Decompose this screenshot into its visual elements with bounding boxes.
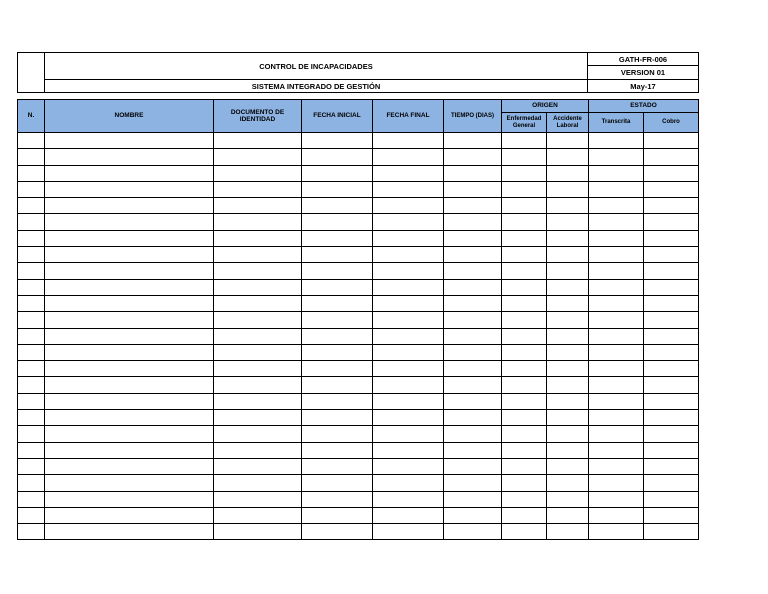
cell-enfermedad-general[interactable] <box>502 344 547 360</box>
cell-cobro[interactable] <box>644 344 699 360</box>
col-header-documento: DOCUMENTO DE IDENTIDAD <box>214 100 302 133</box>
cell-documento[interactable] <box>214 279 302 295</box>
cell-accidente-laboral[interactable] <box>547 507 589 523</box>
cell-fecha-inicial[interactable] <box>302 524 373 540</box>
cell-accidente-laboral[interactable] <box>547 458 589 474</box>
table-row <box>18 198 699 214</box>
cell-accidente-laboral[interactable] <box>547 279 589 295</box>
cell-nombre[interactable] <box>45 279 214 295</box>
cell-fecha-final[interactable] <box>373 181 444 197</box>
table-row <box>18 491 699 507</box>
cell-transcrita[interactable] <box>589 475 644 491</box>
cell-fecha-inicial[interactable] <box>302 442 373 458</box>
cell-enfermedad-general[interactable] <box>502 458 547 474</box>
table-row <box>18 475 699 491</box>
table-row <box>18 279 699 295</box>
col-header-n: N. <box>18 100 45 133</box>
cell-nombre[interactable] <box>45 377 214 393</box>
incapacidades-table <box>17 99 699 540</box>
cell-fecha-inicial[interactable] <box>302 214 373 230</box>
cell-cobro[interactable] <box>644 312 699 328</box>
cell-enfermedad-general[interactable] <box>502 442 547 458</box>
cell-tiempo[interactable] <box>444 475 502 491</box>
table-row <box>18 377 699 393</box>
cell-tiempo[interactable] <box>444 344 502 360</box>
cell-fecha-final[interactable] <box>373 475 444 491</box>
cell-transcrita[interactable] <box>589 214 644 230</box>
cell-cobro[interactable] <box>644 263 699 279</box>
cell-cobro[interactable] <box>644 181 699 197</box>
table-row <box>18 181 699 197</box>
cell-n[interactable] <box>18 410 45 426</box>
cell-cobro[interactable] <box>644 230 699 246</box>
cell-accidente-laboral[interactable] <box>547 491 589 507</box>
cell-fecha-inicial[interactable] <box>302 312 373 328</box>
cell-fecha-final[interactable] <box>373 442 444 458</box>
col-header-tiempo: TIEMPO (DIAS) <box>444 100 502 133</box>
cell-tiempo[interactable] <box>444 230 502 246</box>
cell-enfermedad-general[interactable] <box>502 263 547 279</box>
cell-fecha-inicial[interactable] <box>302 230 373 246</box>
cell-enfermedad-general[interactable] <box>502 247 547 263</box>
cell-nombre[interactable] <box>45 491 214 507</box>
cell-transcrita[interactable] <box>589 263 644 279</box>
cell-tiempo[interactable] <box>444 312 502 328</box>
cell-transcrita[interactable] <box>589 149 644 165</box>
cell-documento[interactable] <box>214 393 302 409</box>
cell-nombre[interactable] <box>45 263 214 279</box>
cell-accidente-laboral[interactable] <box>547 295 589 311</box>
cell-fecha-inicial[interactable] <box>302 247 373 263</box>
cell-documento[interactable] <box>214 247 302 263</box>
form-code: GATH-FR-006 <box>588 53 699 66</box>
cell-tiempo[interactable] <box>444 214 502 230</box>
cell-enfermedad-general[interactable] <box>502 230 547 246</box>
cell-nombre[interactable] <box>45 507 214 523</box>
col-header-estado: ESTADO <box>589 100 699 113</box>
cell-transcrita[interactable] <box>589 426 644 442</box>
cell-cobro[interactable] <box>644 507 699 523</box>
cell-enfermedad-general[interactable] <box>502 165 547 181</box>
cell-tiempo[interactable] <box>444 458 502 474</box>
cell-documento[interactable] <box>214 312 302 328</box>
cell-transcrita[interactable] <box>589 491 644 507</box>
table-row <box>18 214 699 230</box>
cell-tiempo[interactable] <box>444 524 502 540</box>
cell-fecha-inicial[interactable] <box>302 393 373 409</box>
cell-enfermedad-general[interactable] <box>502 491 547 507</box>
cell-tiempo[interactable] <box>444 247 502 263</box>
cell-transcrita[interactable] <box>589 198 644 214</box>
table-row <box>18 393 699 409</box>
cell-fecha-inicial[interactable] <box>302 165 373 181</box>
cell-accidente-laboral[interactable] <box>547 263 589 279</box>
cell-tiempo[interactable] <box>444 328 502 344</box>
system-name: SISTEMA INTEGRADO DE GESTIÓN <box>45 80 588 93</box>
form-title: CONTROL DE INCAPACIDADES <box>45 53 588 80</box>
cell-transcrita[interactable] <box>589 295 644 311</box>
cell-nombre[interactable] <box>45 393 214 409</box>
cell-accidente-laboral[interactable] <box>547 344 589 360</box>
cell-fecha-inicial[interactable] <box>302 344 373 360</box>
col-header-accidente-laboral: Accidente Laboral <box>547 113 589 133</box>
cell-accidente-laboral[interactable] <box>547 312 589 328</box>
cell-nombre[interactable] <box>45 181 214 197</box>
cell-fecha-final[interactable] <box>373 214 444 230</box>
cell-enfermedad-general[interactable] <box>502 410 547 426</box>
cell-fecha-final[interactable] <box>373 344 444 360</box>
cell-n[interactable] <box>18 214 45 230</box>
logo-cell <box>18 53 45 93</box>
cell-tiempo[interactable] <box>444 149 502 165</box>
cell-transcrita[interactable] <box>589 377 644 393</box>
form-date: May-17 <box>588 80 699 93</box>
cell-fecha-final[interactable] <box>373 279 444 295</box>
cell-fecha-final[interactable] <box>373 507 444 523</box>
cell-cobro[interactable] <box>644 426 699 442</box>
cell-tiempo[interactable] <box>444 377 502 393</box>
cell-fecha-final[interactable] <box>373 458 444 474</box>
col-header-fecha-inicial: FECHA INICIAL <box>302 100 373 133</box>
cell-enfermedad-general[interactable] <box>502 507 547 523</box>
cell-nombre[interactable] <box>45 361 214 377</box>
cell-n[interactable] <box>18 458 45 474</box>
cell-fecha-inicial[interactable] <box>302 361 373 377</box>
cell-enfermedad-general[interactable] <box>502 198 547 214</box>
cell-fecha-inicial[interactable] <box>302 507 373 523</box>
table-row <box>18 230 699 246</box>
cell-fecha-final[interactable] <box>373 328 444 344</box>
cell-nombre[interactable] <box>45 312 214 328</box>
cell-fecha-inicial[interactable] <box>302 328 373 344</box>
cell-enfermedad-general[interactable] <box>502 361 547 377</box>
cell-enfermedad-general[interactable] <box>502 393 547 409</box>
cell-fecha-final[interactable] <box>373 361 444 377</box>
cell-nombre[interactable] <box>45 133 214 149</box>
cell-transcrita[interactable] <box>589 230 644 246</box>
cell-n[interactable] <box>18 165 45 181</box>
cell-enfermedad-general[interactable] <box>502 181 547 197</box>
cell-enfermedad-general[interactable] <box>502 133 547 149</box>
cell-documento[interactable] <box>214 524 302 540</box>
cell-fecha-final[interactable] <box>373 263 444 279</box>
cell-nombre[interactable] <box>45 247 214 263</box>
cell-n[interactable] <box>18 198 45 214</box>
cell-accidente-laboral[interactable] <box>547 410 589 426</box>
cell-n[interactable] <box>18 377 45 393</box>
cell-nombre[interactable] <box>45 344 214 360</box>
cell-documento[interactable] <box>214 475 302 491</box>
cell-tiempo[interactable] <box>444 393 502 409</box>
cell-n[interactable] <box>18 328 45 344</box>
cell-nombre[interactable] <box>45 165 214 181</box>
cell-accidente-laboral[interactable] <box>547 524 589 540</box>
cell-nombre[interactable] <box>45 442 214 458</box>
cell-n[interactable] <box>18 263 45 279</box>
cell-enfermedad-general[interactable] <box>502 149 547 165</box>
cell-fecha-inicial[interactable] <box>302 491 373 507</box>
table-row <box>18 410 699 426</box>
cell-fecha-final[interactable] <box>373 295 444 311</box>
cell-accidente-laboral[interactable] <box>547 181 589 197</box>
cell-accidente-laboral[interactable] <box>547 133 589 149</box>
cell-n[interactable] <box>18 181 45 197</box>
cell-fecha-inicial[interactable] <box>302 426 373 442</box>
cell-transcrita[interactable] <box>589 344 644 360</box>
cell-nombre[interactable] <box>45 475 214 491</box>
cell-n[interactable] <box>18 442 45 458</box>
cell-cobro[interactable] <box>644 149 699 165</box>
cell-transcrita[interactable] <box>589 312 644 328</box>
cell-documento[interactable] <box>214 361 302 377</box>
table-row <box>18 295 699 311</box>
cell-nombre[interactable] <box>45 410 214 426</box>
cell-nombre[interactable] <box>45 214 214 230</box>
cell-enfermedad-general[interactable] <box>502 312 547 328</box>
cell-documento[interactable] <box>214 181 302 197</box>
cell-cobro[interactable] <box>644 393 699 409</box>
col-header-origen: ORIGEN <box>502 100 589 113</box>
cell-fecha-inicial[interactable] <box>302 149 373 165</box>
col-header-cobro: Cobro <box>644 113 699 133</box>
cell-fecha-final[interactable] <box>373 491 444 507</box>
cell-tiempo[interactable] <box>444 295 502 311</box>
cell-nombre[interactable] <box>45 426 214 442</box>
cell-cobro[interactable] <box>644 442 699 458</box>
cell-cobro[interactable] <box>644 214 699 230</box>
cell-fecha-final[interactable] <box>373 524 444 540</box>
cell-documento[interactable] <box>214 507 302 523</box>
cell-tiempo[interactable] <box>444 181 502 197</box>
table-row <box>18 247 699 263</box>
cell-transcrita[interactable] <box>589 507 644 523</box>
cell-n[interactable] <box>18 361 45 377</box>
cell-documento[interactable] <box>214 295 302 311</box>
cell-n[interactable] <box>18 344 45 360</box>
cell-transcrita[interactable] <box>589 165 644 181</box>
cell-cobro[interactable] <box>644 475 699 491</box>
cell-n[interactable] <box>18 133 45 149</box>
cell-tiempo[interactable] <box>444 507 502 523</box>
cell-fecha-final[interactable] <box>373 426 444 442</box>
cell-tiempo[interactable] <box>444 133 502 149</box>
cell-documento[interactable] <box>214 442 302 458</box>
cell-n[interactable] <box>18 295 45 311</box>
col-header-transcrita: Transcrita <box>589 113 644 133</box>
cell-cobro[interactable] <box>644 524 699 540</box>
cell-fecha-inicial[interactable] <box>302 181 373 197</box>
cell-tiempo[interactable] <box>444 279 502 295</box>
cell-n[interactable] <box>18 507 45 523</box>
cell-fecha-final[interactable] <box>373 377 444 393</box>
table-row <box>18 263 699 279</box>
cell-accidente-laboral[interactable] <box>547 361 589 377</box>
cell-cobro[interactable] <box>644 491 699 507</box>
cell-cobro[interactable] <box>644 328 699 344</box>
cell-n[interactable] <box>18 279 45 295</box>
cell-fecha-final[interactable] <box>373 133 444 149</box>
cell-enfermedad-general[interactable] <box>502 279 547 295</box>
cell-documento[interactable] <box>214 458 302 474</box>
cell-fecha-inicial[interactable] <box>302 295 373 311</box>
cell-fecha-inicial[interactable] <box>302 263 373 279</box>
cell-cobro[interactable] <box>644 247 699 263</box>
cell-accidente-laboral[interactable] <box>547 426 589 442</box>
cell-n[interactable] <box>18 393 45 409</box>
cell-accidente-laboral[interactable] <box>547 393 589 409</box>
cell-fecha-final[interactable] <box>373 247 444 263</box>
cell-documento[interactable] <box>214 230 302 246</box>
cell-enfermedad-general[interactable] <box>502 475 547 491</box>
cell-documento[interactable] <box>214 263 302 279</box>
table-row <box>18 507 699 523</box>
table-row <box>18 165 699 181</box>
cell-fecha-final[interactable] <box>373 165 444 181</box>
cell-n[interactable] <box>18 247 45 263</box>
cell-cobro[interactable] <box>644 410 699 426</box>
cell-cobro[interactable] <box>644 361 699 377</box>
cell-transcrita[interactable] <box>589 442 644 458</box>
cell-fecha-inicial[interactable] <box>302 133 373 149</box>
cell-enfermedad-general[interactable] <box>502 328 547 344</box>
cell-fecha-final[interactable] <box>373 230 444 246</box>
cell-accidente-laboral[interactable] <box>547 165 589 181</box>
cell-nombre[interactable] <box>45 149 214 165</box>
cell-documento[interactable] <box>214 214 302 230</box>
cell-tiempo[interactable] <box>444 442 502 458</box>
cell-n[interactable] <box>18 230 45 246</box>
cell-tiempo[interactable] <box>444 165 502 181</box>
cell-documento[interactable] <box>214 133 302 149</box>
cell-nombre[interactable] <box>45 198 214 214</box>
cell-nombre[interactable] <box>45 458 214 474</box>
cell-transcrita[interactable] <box>589 393 644 409</box>
cell-fecha-inicial[interactable] <box>302 475 373 491</box>
table-row <box>18 361 699 377</box>
cell-enfermedad-general[interactable] <box>502 214 547 230</box>
cell-fecha-inicial[interactable] <box>302 198 373 214</box>
cell-accidente-laboral[interactable] <box>547 247 589 263</box>
cell-accidente-laboral[interactable] <box>547 328 589 344</box>
table-row <box>18 458 699 474</box>
table-body <box>18 133 699 540</box>
cell-enfermedad-general[interactable] <box>502 377 547 393</box>
cell-cobro[interactable] <box>644 377 699 393</box>
cell-documento[interactable] <box>214 165 302 181</box>
col-header-fecha-final: FECHA FINAL <box>373 100 444 133</box>
cell-fecha-inicial[interactable] <box>302 377 373 393</box>
cell-n[interactable] <box>18 475 45 491</box>
table-row <box>18 524 699 540</box>
cell-fecha-final[interactable] <box>373 198 444 214</box>
cell-tiempo[interactable] <box>444 361 502 377</box>
cell-documento[interactable] <box>214 149 302 165</box>
cell-nombre[interactable] <box>45 295 214 311</box>
cell-transcrita[interactable] <box>589 458 644 474</box>
cell-cobro[interactable] <box>644 165 699 181</box>
cell-enfermedad-general[interactable] <box>502 295 547 311</box>
cell-tiempo[interactable] <box>444 410 502 426</box>
cell-transcrita[interactable] <box>589 328 644 344</box>
cell-transcrita[interactable] <box>589 524 644 540</box>
cell-cobro[interactable] <box>644 279 699 295</box>
cell-tiempo[interactable] <box>444 426 502 442</box>
cell-n[interactable] <box>18 491 45 507</box>
cell-nombre[interactable] <box>45 524 214 540</box>
cell-accidente-laboral[interactable] <box>547 442 589 458</box>
cell-tiempo[interactable] <box>444 198 502 214</box>
form-version: VERSION 01 <box>588 66 699 80</box>
cell-enfermedad-general[interactable] <box>502 524 547 540</box>
cell-documento[interactable] <box>214 198 302 214</box>
cell-n[interactable] <box>18 149 45 165</box>
cell-accidente-laboral[interactable] <box>547 149 589 165</box>
cell-accidente-laboral[interactable] <box>547 214 589 230</box>
form-header <box>17 52 699 93</box>
cell-transcrita[interactable] <box>589 247 644 263</box>
col-header-enfermedad-general: Enfermedad General <box>502 113 547 133</box>
cell-fecha-inicial[interactable] <box>302 458 373 474</box>
table-row <box>18 344 699 360</box>
cell-transcrita[interactable] <box>589 361 644 377</box>
cell-accidente-laboral[interactable] <box>547 475 589 491</box>
cell-documento[interactable] <box>214 377 302 393</box>
cell-transcrita[interactable] <box>589 410 644 426</box>
cell-transcrita[interactable] <box>589 133 644 149</box>
cell-fecha-final[interactable] <box>373 149 444 165</box>
table-row <box>18 133 699 149</box>
table-row <box>18 312 699 328</box>
cell-n[interactable] <box>18 524 45 540</box>
cell-tiempo[interactable] <box>444 491 502 507</box>
cell-cobro[interactable] <box>644 458 699 474</box>
table-row <box>18 149 699 165</box>
cell-cobro[interactable] <box>644 133 699 149</box>
cell-cobro[interactable] <box>644 198 699 214</box>
cell-documento[interactable] <box>214 410 302 426</box>
cell-transcrita[interactable] <box>589 279 644 295</box>
cell-n[interactable] <box>18 312 45 328</box>
cell-documento[interactable] <box>214 426 302 442</box>
cell-documento[interactable] <box>214 491 302 507</box>
table-row <box>18 328 699 344</box>
cell-enfermedad-general[interactable] <box>502 426 547 442</box>
cell-nombre[interactable] <box>45 328 214 344</box>
cell-fecha-inicial[interactable] <box>302 410 373 426</box>
col-header-nombre: NOMBRE <box>45 100 214 133</box>
cell-accidente-laboral[interactable] <box>547 198 589 214</box>
table-row <box>18 426 699 442</box>
cell-tiempo[interactable] <box>444 263 502 279</box>
cell-n[interactable] <box>18 426 45 442</box>
cell-documento[interactable] <box>214 344 302 360</box>
cell-documento[interactable] <box>214 328 302 344</box>
cell-fecha-final[interactable] <box>373 393 444 409</box>
table-row <box>18 442 699 458</box>
cell-nombre[interactable] <box>45 230 214 246</box>
cell-fecha-final[interactable] <box>373 410 444 426</box>
cell-cobro[interactable] <box>644 295 699 311</box>
cell-transcrita[interactable] <box>589 181 644 197</box>
cell-fecha-inicial[interactable] <box>302 279 373 295</box>
cell-accidente-laboral[interactable] <box>547 377 589 393</box>
cell-accidente-laboral[interactable] <box>547 230 589 246</box>
cell-fecha-final[interactable] <box>373 312 444 328</box>
